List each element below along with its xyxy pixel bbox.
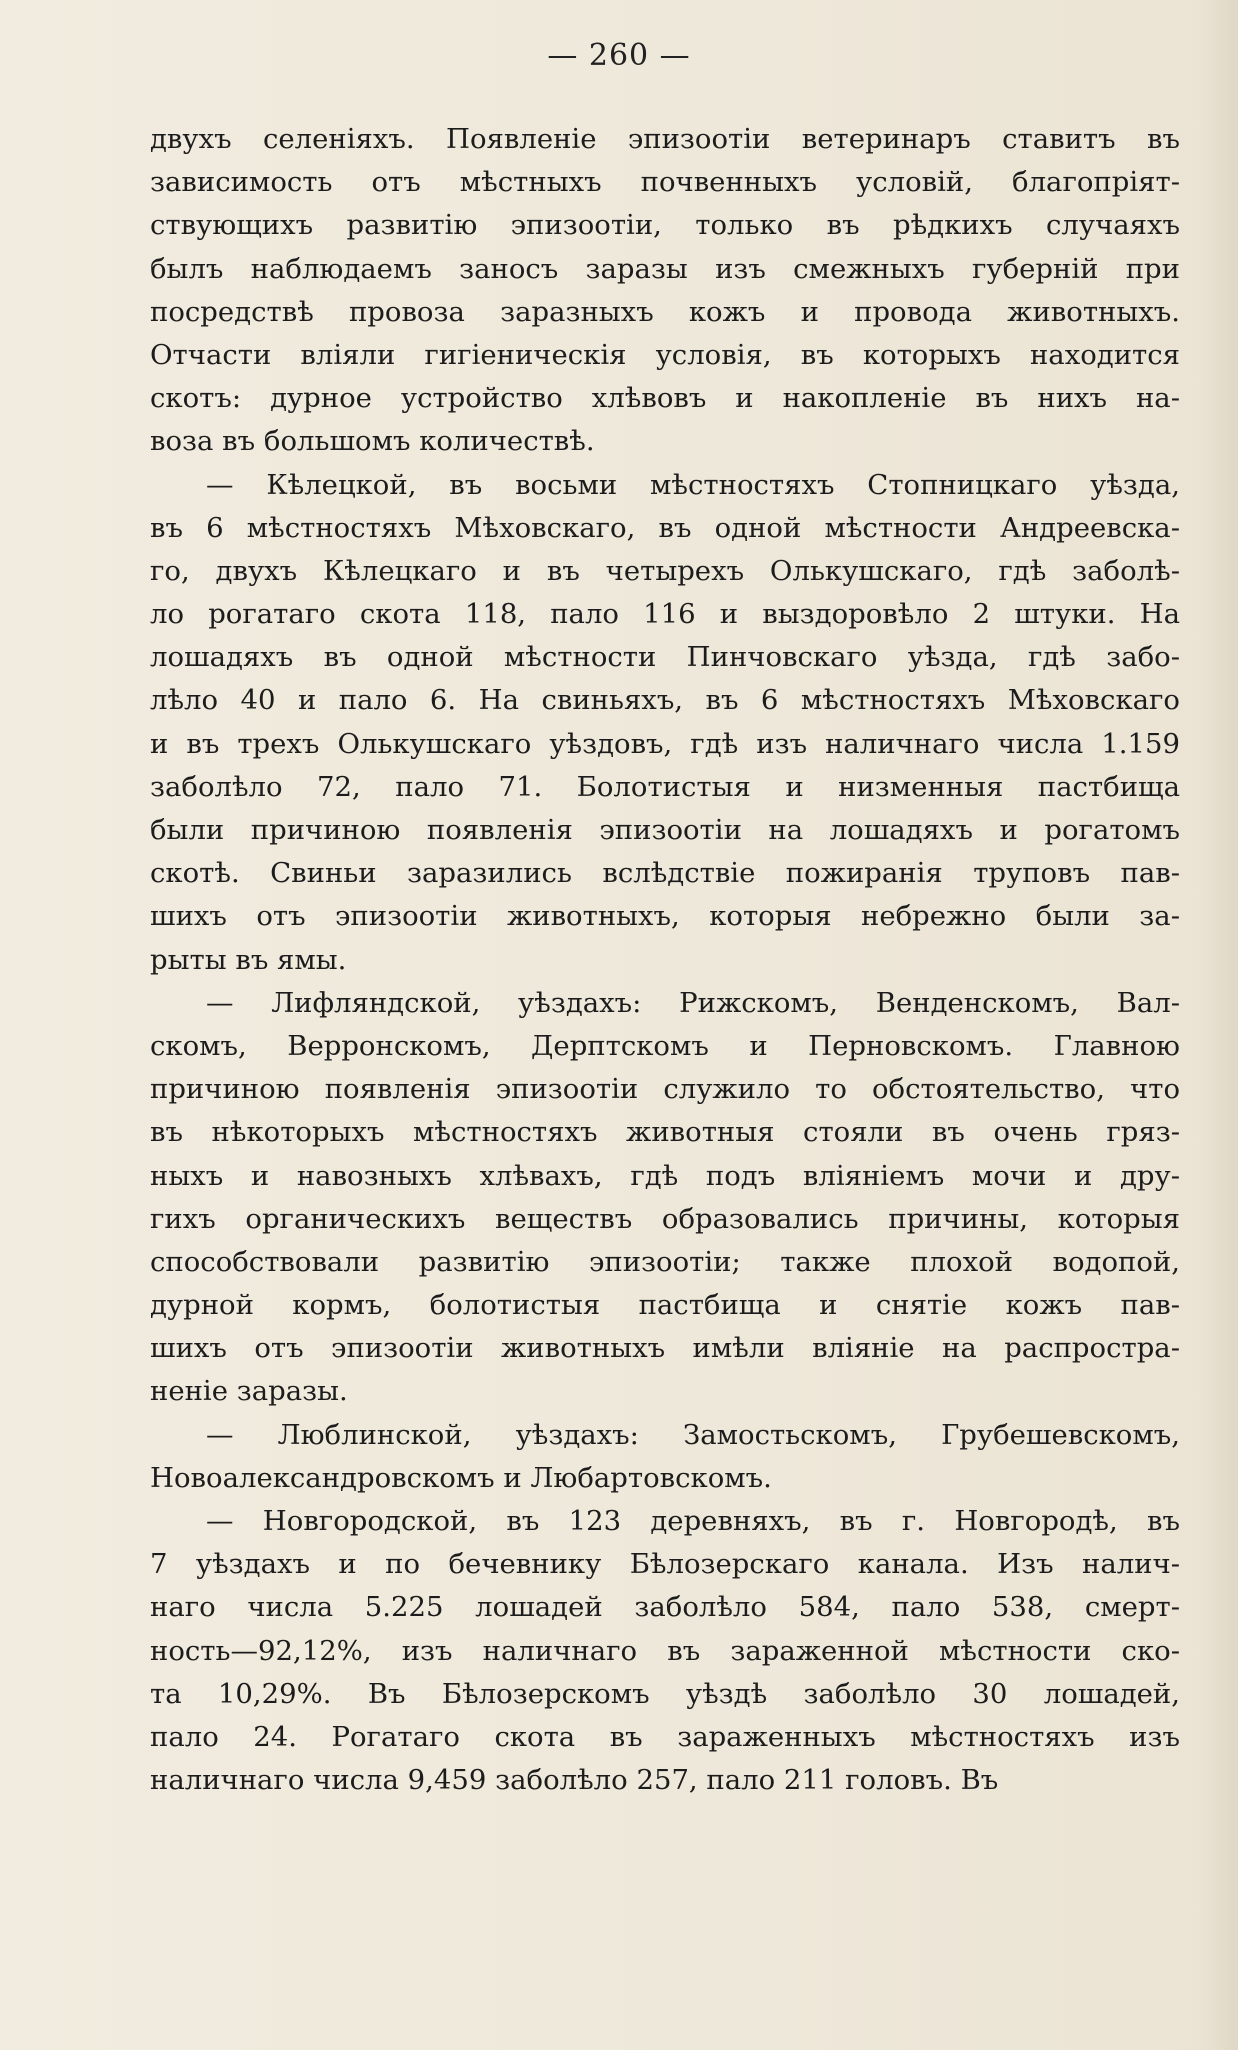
text-line: посредствѣ провоза заразныхъ кожъ и провода животныхъ. bbox=[150, 295, 1180, 328]
paragraph bbox=[150, 118, 1180, 464]
text-line: рыты въ ямы. bbox=[150, 943, 347, 976]
text-line: — Новгородской, въ 123 деревняхъ, въ г. Новгородѣ, въ bbox=[206, 1505, 1180, 1537]
text-line: — Кѣлецкой, въ восьми мѣстностяхъ Стопницкаго уѣзда, bbox=[206, 468, 1180, 501]
page-number: — 260 — bbox=[547, 38, 691, 73]
text-line: неніе заразы. bbox=[150, 1375, 348, 1408]
text-line: — Люблинской, уѣздахъ: Замостьскомъ, Грубешевскомъ, bbox=[206, 1418, 1180, 1451]
text-line: въ 6 мѣстностяхъ Мѣховскаго, въ одной мѣстности Андреевска- bbox=[150, 511, 1180, 544]
text-line: — Лифляндской, уѣздахъ: Рижскомъ, Венденскомъ, Вал- bbox=[206, 986, 1180, 1019]
text-line: пало 24. Рогатаго скота въ зараженныхъ мѣстностяхъ изъ bbox=[150, 1720, 1180, 1753]
text-line: ствующихъ развитію эпизоотіи, только въ рѣдкихъ случаяхъ bbox=[150, 209, 1180, 242]
text-line: скотѣ. Свиньи заразились вслѣдствіе пожиранія труповъ пав- bbox=[150, 857, 1180, 890]
text-line: ло рогатаго скота 118, пало 116 и выздоровѣло 2 штуки. На bbox=[150, 598, 1180, 631]
paragraph bbox=[150, 1500, 1180, 1802]
text-line: дурной кормъ, болотистыя пастбища и снятіе кожъ пав- bbox=[150, 1289, 1180, 1322]
text-line: го, двухъ Кѣлецкаго и въ четырехъ Олькушскаго, гдѣ заболѣ- bbox=[150, 554, 1180, 587]
text-line: наго числа 5.225 лошадей заболѣло 584, пало 538, смерт- bbox=[150, 1591, 1180, 1624]
text-line: въ нѣкоторыхъ мѣстностяхъ животныя стояли въ очень гряз- bbox=[150, 1116, 1180, 1149]
text-line: Новоалександровскомъ и Любартовскомъ. bbox=[150, 1461, 772, 1494]
text-line: зависимость отъ мѣстныхъ почвенныхъ условій, благопріят- bbox=[150, 166, 1180, 199]
text-line: лошадяхъ въ одной мѣстности Пинчовскаго уѣзда, гдѣ забо- bbox=[150, 641, 1180, 674]
text-line: шихъ отъ эпизоотіи животныхъ, которыя небрежно были за- bbox=[150, 900, 1180, 933]
text-line: способствовали развитію эпизоотіи; также плохой водопой, bbox=[150, 1245, 1180, 1278]
text-line: и въ трехъ Олькушскаго уѣздовъ, гдѣ изъ наличнаго числа 1.159 bbox=[150, 727, 1180, 760]
text-line: заболѣло 72, пало 71. Болотистыя и низменныя пастбища bbox=[150, 770, 1180, 803]
paragraph bbox=[150, 1414, 1180, 1500]
text-line: ныхъ и навозныхъ хлѣвахъ, гдѣ подъ вліяніемъ мочи и дру- bbox=[150, 1159, 1180, 1192]
text-line: Отчасти вліяли гигіеническія условія, въ которыхъ находится bbox=[150, 338, 1180, 371]
body-text bbox=[150, 118, 1180, 1802]
text-line: воза въ большомъ количествѣ. bbox=[150, 425, 595, 458]
paragraph bbox=[150, 464, 1180, 982]
text-line: причиною появленія эпизоотіи служило то обстоятельство, что bbox=[150, 1073, 1180, 1106]
text-line: были причиною появленія эпизоотіи на лошадяхъ и рогатомъ bbox=[150, 814, 1180, 846]
text-line: скотъ: дурное устройство хлѣвовъ и накопленіе въ нихъ на- bbox=[150, 382, 1180, 415]
text-line: наличнаго числа 9,459 заболѣло 257, пало 211 головъ. Въ bbox=[150, 1764, 999, 1797]
text-line: ность—92,12%, изъ наличнаго въ зараженной мѣстности ско- bbox=[150, 1634, 1180, 1667]
text-line: та 10,29%. Въ Бѣлозерскомъ уѣздѣ заболѣло 30 лошадей, bbox=[150, 1677, 1180, 1710]
text-line: 7 уѣздахъ и по бечевнику Бѣлозерскаго канала. Изъ налич- bbox=[150, 1548, 1180, 1581]
paragraph bbox=[150, 982, 1180, 1414]
text-line: двухъ селеніяхъ. Появленіе эпизоотіи ветеринаръ ставитъ въ bbox=[150, 123, 1180, 155]
text-line: гихъ органическихъ веществъ образовались причины, которыя bbox=[150, 1202, 1180, 1235]
text-line: скомъ, Верронскомъ, Дерптскомъ и Перновскомъ. Главною bbox=[150, 1029, 1180, 1062]
page-edge-shadow bbox=[1198, 0, 1238, 2050]
text-line: шихъ отъ эпизоотіи животныхъ имѣли вліяніе на распростра- bbox=[150, 1332, 1180, 1365]
text-line: лѣло 40 и пало 6. На свиньяхъ, въ 6 мѣстностяхъ Мѣховскаго bbox=[150, 684, 1180, 717]
text-line: былъ наблюдаемъ заносъ заразы изъ смежныхъ губерній при bbox=[150, 252, 1180, 285]
